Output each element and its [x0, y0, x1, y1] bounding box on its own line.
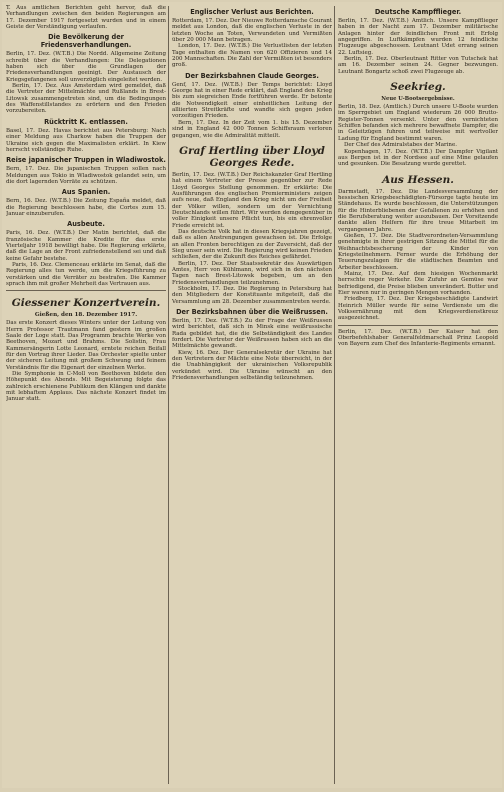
article-text: Berlin, 17. Dez. Der Staatssekretär des Auswärtigen Amtes, Herr von Kühlmann, wird sich in den nächsten Tagen nach Brest-Litowsk begeben, um an den Friedensverhandlungen teilzunehmen.: [172, 260, 332, 286]
article-text: Mainz, 17. Dez. Auf dem hiesigen Wochenmarkt herrschte reger Verkehr. Die Zufuhr an Gemüse war befriedigend, die Preise blieben unverändert. Butter und Eier waren nur in geringen Mengen vorhanden.: [338, 271, 498, 297]
article-heading: Deutsche Kampfflieger.: [374, 8, 462, 16]
article-text: Gießen, 17. Dez. Die Stadtverordneten-Versammlung genehmigte in ihrer gestrigen Sitzung die Mittel für die Weihnachtsbescherung der Kinder von Kriegsteilnehmern. Ferner wurde die Erhöhung der Teuerungszulagen für die städtischen Beamten und Arbeiter beschlossen.: [338, 232, 498, 271]
article-text: Berlin, 17. Dez. Oberleutnant Ritter von Tutschek hat am 16. Dezember seinen 24. Gegner bezwungen. Leutnant Bongartz schoß zwei Flugzeuge ab.: [338, 56, 498, 75]
section-heading: Seekrieg.: [390, 81, 446, 94]
column-2: [172, 5, 332, 785]
article-text: Berlin, 17. Dez. (W.T.B.) Amtlich. Unsere Kampfflieger haben in der Nacht zum 17. Dezember militärische Anlagen hinter der feindlichen Front mit Erfolg angegriffen. In Luftkämpfen wurden 12 feindliche Flugzeuge abgeschossen. Leutnant Udet errang seinen 22. Luftsieg.: [338, 18, 498, 56]
article-text: Friedberg, 17. Dez. Der Kriegsbeschädigte Landwirt Heinrich Müller wurde für seine Verdienste um die Volksernährung mit dem Kriegsverdienstkreuz ausgezeichnet.: [338, 296, 498, 322]
article-text: Das erste Konzert dieses Winters unter der Leitung von Herrn Professor Trautmann fand gestern im großen Saale der Loge statt. Das Programm brachte Werke von Beethoven, Mozart und Brahms. Die Solistin, Frau Kammersängerin Lotte Leonard, erntete reichen Beifall für den Vortrag ihrer Lieder. Das Orchester spielte unter der sicheren Leitung mit großem Schwung und feinem Verständnis für die Eigenart der einzelnen Werke.: [6, 320, 166, 371]
article-heading: Aus Spanien.: [61, 188, 111, 197]
article-text: Rotterdam, 17. Dez. Der Nieuwe Rotterdamsche Courant meldet aus London, daß die englischen Verluste in der letzten Woche an Toten, Verwundeten und Vermißten über 20 000 Mann betragen.: [172, 18, 332, 44]
article-text: Basel, 17. Dez. Havas berichtet aus Petersburg: Nach einer Meldung aus Charkow haben die Truppen der Ukraine sich gegen die Maximalisten erklärt. In Kiew herrscht vollständige Ruhe.: [6, 127, 166, 153]
article-heading: Reise japanischer Truppen in Wladiwostok.: [6, 156, 166, 165]
article-text: Berlin, 17. Dez. (W.T.B.) Zu der Frage der Weißrussen wird berichtet, daß sich in Minsk eine weißrussische Rada gebildet hat, die die Selbständigkeit des Landes fordert. Die Vertreter der Weißrussen haben sich an die Mittelmächte gewandt.: [172, 318, 332, 350]
article-text: Bern, 17. Dez. Die japanischen Truppen sollen nach Meldungen aus Tokio in Wladiwostok gelandet sein, um die dort lagernden Vorräte zu schützen.: [6, 166, 166, 185]
article-text: Paris, 16. Dez. (W.T.B.) Der Matin berichtet, daß die französische Kammer die Kredite für das erste Vierteljahr 1918 bewilligt habe. Die Regierung erklärte, daß die Lage an der Front zufriedenstellend sei und daß keine Gefahr bestehe.: [6, 230, 166, 262]
section-subheading: Neue U-Bootsergebnisse.: [381, 96, 455, 103]
article-text: London, 17. Dez. (W.T.B.) Die Verlustlisten der letzten Tage enthalten die Namen von 620 Offizieren und 14 200 Mannschaften. Die Zahl der Vermißten ist besonders groß.: [172, 43, 332, 69]
article-text: Berlin, 18. Dez. (Amtlich.) Durch unsere U-Boote wurden im Sperrgebiet um England wiederum 26 000 Brutto-Register-Tonnen versenkt. Unter den vernichteten Schiffen befanden sich mehrere bewaffnete Dampfer, die in Geleitzügen fuhren und teilweise mit wertvoller Ladung für England bestimmt waren.: [338, 104, 498, 142]
column-1: [6, 5, 166, 785]
article-text: Darmstadt, 17. Dez. Die Landesversammlung der hessischen Kriegsbeschädigten-Fürsorge tagte heute im Ständehaus. Es wurde beschlossen, die Unterstützungen für die Hinterbliebenen der Gefallenen zu erhöhen und die Berufsberatung weiter auszubauen. Der Vorsitzende dankte allen Helfern für ihre treue Mitarbeit im vergangenen Jahre.: [338, 188, 498, 233]
article-text: Die Symphonie in C-Moll von Beethoven bildete den Höhepunkt des Abends. Mit Begeisterung folgte das zahlreich erschienene Publikum den Klängen und dankte mit lebhaftem Applaus. Das nächste Konzert findet im Januar statt.: [6, 371, 166, 403]
article-text: Stockholm, 17. Dez. Die Regierung in Petersburg hat den Mitgliedern der Konstituante mitgeteilt, daß die Versammlung am 28. Dezember zusammentreten werde.: [172, 286, 332, 305]
article-text: Berlin, 17. Dez. (W.T.B.) Die Nordd. Allgemeine Zeitung schreibt über die Verhandlungen: Die Delegationen haben sich über die Grundlagen der Friedensverhandlungen geeinigt. Der Austausch der Kriegsgefangenen soll unverzüglich eingeleitet werden.: [6, 51, 166, 83]
article-text: Berlin, 17. Dez. Aus Amsterdam wird gemeldet, daß die Vertreter der Mittelmächte und Rußlands in Brest-Litowsk zusammengetreten sind, um die Bedingungen des Waffenstillstandes zu erörtern und den Frieden vorzubereiten.: [6, 83, 166, 115]
article-text: Berlin, 17. Dez. (W.T.B.) Der Kaiser hat den Oberbefehlshaber Generalfeldmarschall Prinz Leopold von Bayern zum Chef des Infanterie-Regiments ernannt.: [338, 328, 498, 348]
article-text: Kopenhagen, 17. Dez. (W.T.B.) Der Dampfer Vigilant aus Bergen ist in der Nordsee auf eine Mine gelaufen und gesunken. Die Besatzung wurde gerettet.: [338, 148, 498, 168]
article-text: Das deutsche Volk hat in diesen Kriegsjahren gezeigt, daß es allen Anstrengungen gewachsen ist. Die Erfolge an allen Fronten berechtigen zu der Zuversicht, daß der Sieg unser sein wird. Die Regierung wird keinen Frieden schließen, der die Zukunft des Reiches gefährdet.: [172, 228, 332, 261]
column-rule: [168, 6, 169, 784]
article-text: T. Aus amtlichen Berichten geht hervor, daß die Verhandlungen zwischen den beiden Regierungen am 17. Dezember 1917 fortgesetzt wurden und in einem Geiste der Verständigung verlaufen.: [6, 5, 166, 31]
article-heading: Der Bezirksbahnen Claude Georges.: [185, 71, 319, 80]
article-heading: Die Bevölkerung der Friedensverhandlungen.: [40, 33, 132, 50]
article-text: Kiew, 16. Dez. Der Generalsekretär der Ukraine hat den Vertretern der Mächte eine Note überreicht, in der die Unabhängigkeit der ukrainischen Volksrepublik verkündet wird. Die Ukraine wünscht an den Friedensverhandlungen selbständig teilzunehmen.: [172, 349, 332, 382]
article-heading: Englischer Verlust aus Berichten.: [190, 8, 314, 16]
section-divider: [6, 290, 166, 291]
article-heading: Rücktritt K. entlassen.: [44, 117, 128, 126]
article-text: Paris, 16. Dez. Clemenceau erklärte im Senat, daß die Regierung alles tun werde, um die Kriegsführung zu verstärken und die Verräter zu bestrafen. Die Kammer sprach ihm mit großer Mehrheit das Vertrauen aus.: [6, 261, 166, 287]
dateline: Gießen, den 18. Dezember 1917.: [34, 312, 138, 319]
section-heading: Aus Hessen.: [382, 173, 454, 186]
section-heading: Giessener Konzertverein.: [11, 297, 161, 310]
article-text: Berlin, 17. Dez. (W.T.B.) Der Reichskanzler Graf Hertling hat einem Vertreter der Presse gegenüber zur Rede Lloyd Georges Stellung genommen. Er erklärte: Die Ausführungen des englischen Premierministers zeigen aufs neue, daß England den Krieg nicht um der Freiheit der Völker willen, sondern um der Vernichtung Deutschlands willen führt. Wir werden demgegenüber in voller Einigkeit unsere Pflicht tun, bis ein ehrenvoller Friede erreicht ist.: [172, 171, 332, 229]
article-text: Bern, 16. Dez. (W.T.B.) Die Zeitung España meldet, daß die Regierung beschlossen habe, die Cortes zum 15. Januar einzuberufen.: [6, 198, 166, 217]
newspaper-page: [2, 2, 502, 788]
article-text: Der Chef des Admiralstabes der Marine.: [344, 142, 457, 149]
article-text: Bern, 17. Dez. In der Zeit vom 1. bis 15. Dezember sind in England 42 000 Tonnen Schiffsraum verloren gegangen, wie die Admiralität mitteilt.: [172, 119, 332, 139]
section-divider: [338, 325, 498, 326]
article-heading: Ausbeute.: [67, 220, 105, 229]
article-text: Genf, 17. Dez. (W.T.B.) Der Temps berichtet: Lloyd George hat in einer Rede erklärt, daß England den Krieg bis zum siegreichen Ende fortführen werde. Er betonte die Notwendigkeit einer einheitlichen Leitung der alliierten Streitkräfte und wandte sich gegen jeden vorzeitigen Frieden.: [172, 81, 332, 120]
section-heading: Graf Hertling über Lloyd Georges Rede.: [179, 144, 325, 169]
column-rule: [334, 6, 335, 784]
article-heading: Der Bezirksbahnen über die Weißrussen.: [176, 308, 328, 317]
column-3: [338, 5, 498, 785]
